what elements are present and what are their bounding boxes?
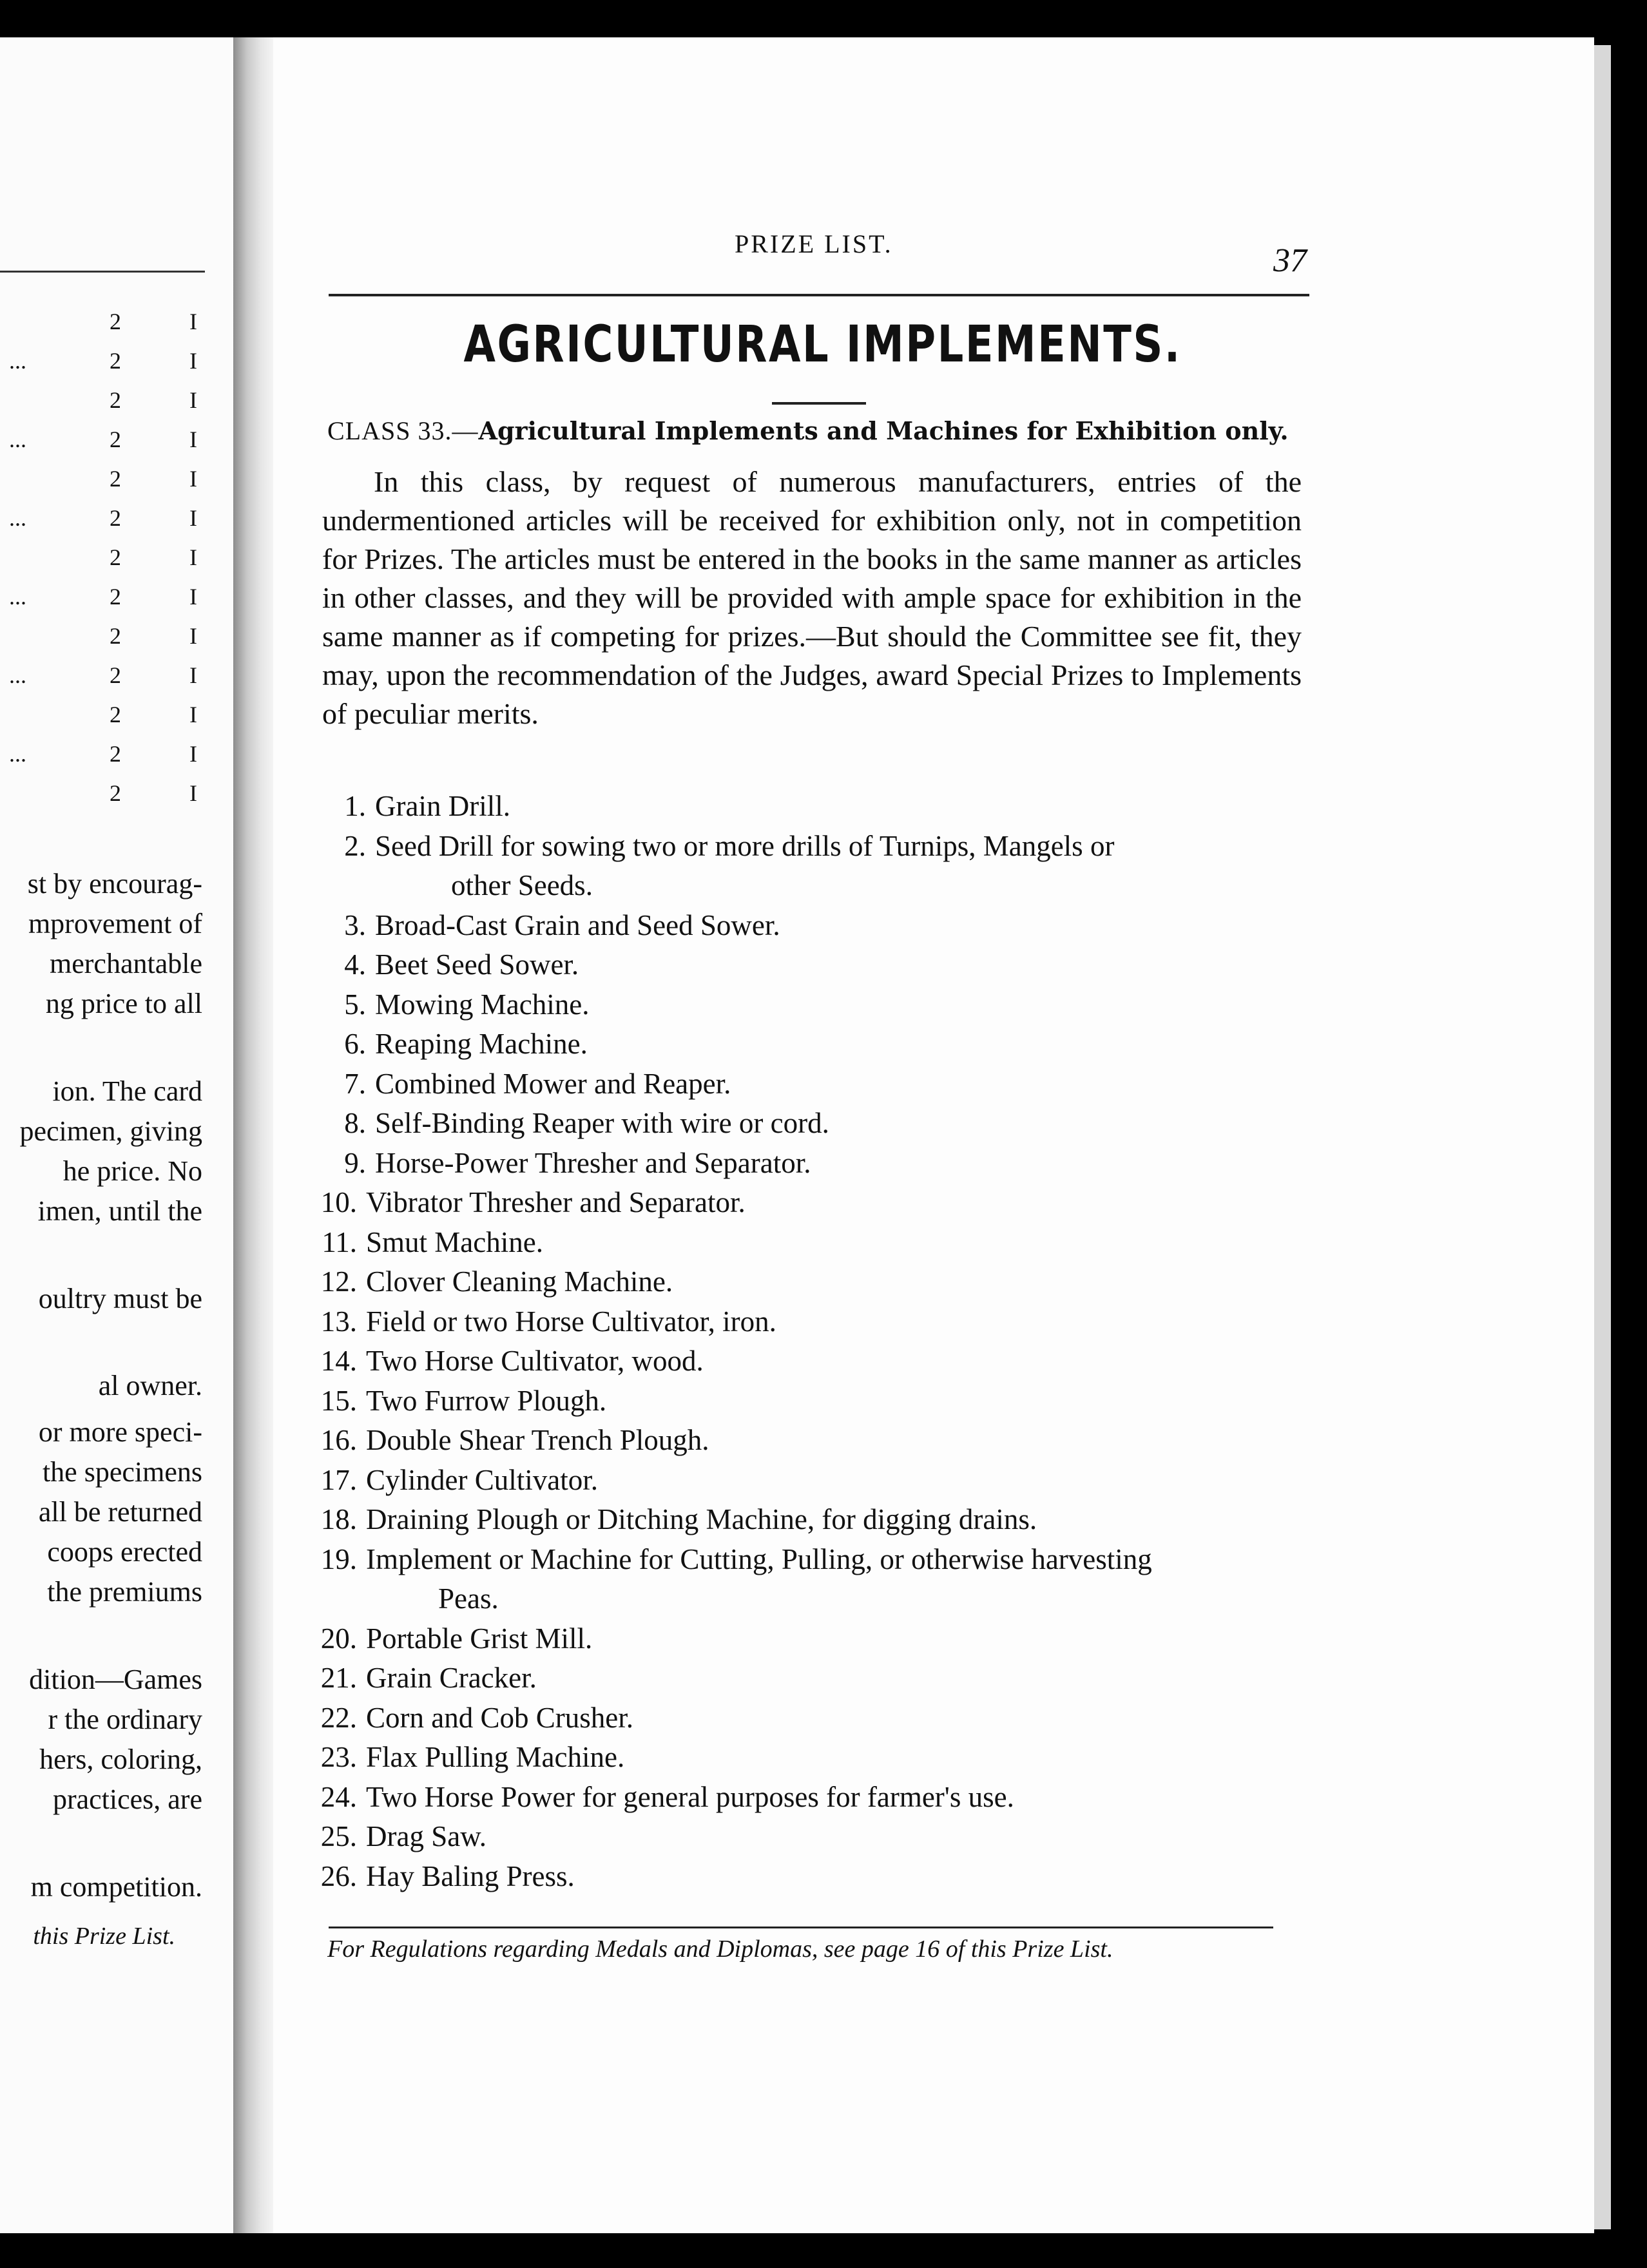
item-number: 13.	[320, 1305, 357, 1338]
footer-note-post: see page 16 of this Prize List.	[824, 1936, 1113, 1963]
item-number: 23.	[320, 1741, 357, 1773]
implement-item	[320, 1701, 633, 1735]
left-prize-c1: 2	[110, 741, 121, 767]
item-text: Field or two Horse Cultivator, iron.	[366, 1305, 776, 1338]
left-prize-row	[0, 740, 213, 773]
item-number: 11.	[322, 1226, 357, 1258]
item-text: Clover Cleaning Machine.	[366, 1265, 673, 1298]
left-prize-c2: I	[189, 623, 197, 649]
left-text-line: ion. The card	[52, 1075, 202, 1107]
left-text-line: hers, coloring,	[39, 1744, 202, 1775]
left-prize-row	[0, 465, 213, 497]
left-prize-c2: I	[189, 544, 197, 570]
implement-item	[344, 988, 590, 1021]
item-text-continuation: other Seeds.	[451, 869, 593, 901]
implement-item	[322, 1225, 543, 1259]
left-prize-c1: 2	[110, 662, 121, 688]
left-prize-dots: ...	[9, 427, 26, 452]
page-number: 37	[1273, 242, 1307, 279]
item-number: 20.	[320, 1622, 357, 1655]
item-number: 25.	[320, 1820, 357, 1852]
left-prize-c2: I	[189, 780, 197, 806]
item-text: Mowing Machine.	[375, 988, 590, 1021]
left-prize-c1: 2	[110, 702, 121, 727]
implement-item	[344, 1146, 811, 1180]
implement-item	[344, 1106, 829, 1140]
header-rule	[329, 294, 1309, 296]
item-text: Beet Seed Sower.	[375, 948, 579, 981]
left-prize-row	[0, 544, 213, 576]
left-text-line: imen, until the	[37, 1195, 202, 1227]
item-text: Hay Baling Press.	[366, 1860, 575, 1892]
item-text: Cylinder Cultivator.	[366, 1464, 598, 1496]
left-prize-c2: I	[189, 505, 197, 531]
left-text-line: the premiums	[47, 1576, 202, 1608]
left-text-line: all be returned	[38, 1496, 202, 1528]
item-number: 19.	[320, 1543, 357, 1575]
item-number: 14.	[320, 1345, 357, 1377]
item-text: Flax Pulling Machine.	[366, 1741, 625, 1773]
left-text-line: practices, are	[52, 1783, 202, 1815]
left-text-line: merchantable	[50, 948, 202, 979]
item-text: Double Shear Trench Plough.	[366, 1424, 709, 1456]
left-prize-c1: 2	[110, 348, 121, 374]
footer-note	[327, 1935, 1113, 1963]
item-number: 2.	[344, 830, 366, 862]
left-prize-dots: ...	[9, 662, 26, 688]
item-number: 10.	[320, 1186, 357, 1218]
item-text: Corn and Cob Crusher.	[366, 1702, 633, 1734]
item-number: 12.	[320, 1265, 357, 1298]
page-edge-shadow	[1594, 45, 1611, 2229]
item-number: 15.	[320, 1385, 357, 1417]
left-prize-row	[0, 622, 213, 655]
left-prize-row	[0, 505, 213, 537]
left-prize-c1: 2	[110, 427, 121, 452]
implement-item	[320, 1463, 598, 1497]
item-number: 18.	[320, 1503, 357, 1535]
left-prize-c2: I	[189, 387, 197, 413]
implement-item	[320, 1820, 487, 1853]
section-title: AGRICULTURAL IMPLEMENTS.	[463, 316, 1182, 374]
left-prize-row	[0, 662, 213, 694]
implement-item	[320, 1265, 673, 1298]
left-text-line: st by encourag-	[27, 868, 202, 899]
left-prize-c2: I	[189, 662, 197, 688]
implement-item	[320, 1860, 575, 1893]
left-prize-dots: ...	[9, 348, 26, 374]
item-text: Seed Drill for sowing two or more drills of Turnips, Mangels or	[375, 830, 1115, 862]
left-prize-c2: I	[189, 702, 197, 727]
implement-item	[320, 1186, 746, 1219]
left-page-rule	[0, 271, 205, 273]
item-text: Self-Binding Reaper with wire or cord.	[375, 1107, 829, 1139]
item-text: Vibrator Thresher and Separator.	[366, 1186, 746, 1218]
implement-item	[344, 829, 1115, 863]
item-text: Drag Saw.	[366, 1820, 487, 1852]
left-text-line: m competition.	[30, 1871, 202, 1903]
left-prize-c2: I	[189, 427, 197, 452]
item-number: 5.	[344, 988, 366, 1021]
left-prize-c1: 2	[110, 505, 121, 531]
left-prize-c1: 2	[110, 780, 121, 806]
running-head: PRIZE LIST.	[735, 229, 893, 258]
class-label: CLASS 33.—	[327, 416, 479, 445]
left-text-line: al owner.	[98, 1370, 202, 1401]
implement-item	[320, 1661, 537, 1695]
left-prize-row	[0, 780, 213, 812]
left-text-line: he price. No	[63, 1155, 202, 1187]
item-number: 6.	[344, 1028, 366, 1060]
left-prize-dots: ...	[9, 741, 26, 767]
left-prize-c1: 2	[110, 466, 121, 492]
left-text-line: r the ordinary	[48, 1704, 202, 1735]
left-prize-c2: I	[189, 309, 197, 334]
item-text: Two Horse Power for general purposes for farmer's use.	[366, 1781, 1014, 1813]
item-number: 17.	[320, 1464, 357, 1496]
item-number: 3.	[344, 909, 366, 941]
left-prize-c1: 2	[110, 544, 121, 570]
implement-item	[320, 1740, 625, 1774]
left-prize-row	[0, 426, 213, 458]
item-text: Broad-Cast Grain and Seed Sower.	[375, 909, 780, 941]
left-text-line: ng price to all	[45, 988, 202, 1019]
item-number: 26.	[320, 1860, 357, 1892]
left-text-line: mprovement of	[28, 908, 202, 939]
item-text: Reaping Machine.	[375, 1028, 588, 1060]
footer-rule	[329, 1927, 1273, 1928]
implement-item	[344, 948, 579, 981]
implement-item	[344, 1067, 731, 1100]
left-prize-c2: I	[189, 584, 197, 610]
left-prize-c1: 2	[110, 309, 121, 334]
item-number: 1.	[344, 790, 366, 822]
left-text-line: or more speci-	[38, 1416, 202, 1448]
left-text-line: dition—Games	[29, 1664, 202, 1695]
left-prize-c1: 2	[110, 584, 121, 610]
left-text-line: oultry must be	[38, 1283, 202, 1314]
implement-item	[344, 1027, 588, 1061]
left-prize-row	[0, 701, 213, 733]
item-text: Smut Machine.	[366, 1226, 543, 1258]
left-text-line: coops erected	[47, 1536, 202, 1568]
left-prize-c1: 2	[110, 387, 121, 413]
left-prize-dots: ...	[9, 584, 26, 610]
implement-item	[320, 1780, 1014, 1814]
item-text: Horse-Power Thresher and Separator.	[375, 1147, 811, 1179]
class-heading	[327, 416, 1289, 446]
item-text: Two Horse Cultivator, wood.	[366, 1345, 704, 1377]
item-number: 16.	[320, 1424, 357, 1456]
item-number: 8.	[344, 1107, 366, 1139]
intro-paragraph: In this class, by request of numerous manufacturers, entries of the undermentioned articles will be received for exhibition only, not in competition for Prizes. The articles must be entered in the books in the same manner as articles in other classes, and they will be provided with ample space for exhibition in the same manner as if competing for prizes.—But should the Committee see fit, they may, upon the recommendation of the Judges, award Special Prizes to Implements of peculiar merits.	[322, 465, 1302, 730]
class-title: Agricultural Implements and Machines for Exhibition only.	[478, 416, 1289, 445]
item-number: 22.	[320, 1702, 357, 1734]
implement-item	[320, 1305, 776, 1338]
left-prize-row	[0, 583, 213, 615]
implement-item	[320, 1423, 709, 1457]
footer-note-pre: For Regulations regarding Medals and Diplomas,	[327, 1936, 818, 1963]
left-text-line: pecimen, giving	[19, 1115, 202, 1147]
item-text: Grain Cracker.	[366, 1662, 537, 1694]
implement-item	[320, 1622, 593, 1655]
title-rule	[772, 402, 866, 405]
item-number: 7.	[344, 1068, 366, 1100]
left-text-line: the specimens	[42, 1456, 202, 1488]
implement-item	[344, 789, 510, 823]
implement-item	[344, 908, 780, 942]
item-text: Implement or Machine for Cutting, Pulling, or otherwise harvesting	[366, 1543, 1152, 1575]
item-number: 9.	[344, 1147, 366, 1179]
item-text: Draining Plough or Ditching Machine, for digging drains.	[366, 1503, 1037, 1535]
left-prize-c2: I	[189, 466, 197, 492]
implement-item	[320, 1384, 607, 1418]
left-page-footer: this Prize List.	[33, 1923, 175, 1950]
item-text: Portable Grist Mill.	[366, 1622, 593, 1655]
left-prize-dots: ...	[9, 505, 26, 531]
implement-item	[320, 1503, 1037, 1536]
item-number: 24.	[320, 1781, 357, 1813]
left-prize-row	[0, 387, 213, 419]
left-prize-c2: I	[189, 741, 197, 767]
implement-item	[320, 1542, 1152, 1576]
left-prize-c1: 2	[110, 623, 121, 649]
item-text-continuation: Peas.	[438, 1582, 499, 1615]
left-prize-c2: I	[189, 348, 197, 374]
implement-item	[320, 1344, 704, 1378]
item-number: 4.	[344, 948, 366, 981]
item-text: Grain Drill.	[375, 790, 510, 822]
item-text: Two Furrow Plough.	[366, 1385, 607, 1417]
item-text: Combined Mower and Reaper.	[375, 1068, 731, 1100]
item-number: 21.	[320, 1662, 357, 1694]
